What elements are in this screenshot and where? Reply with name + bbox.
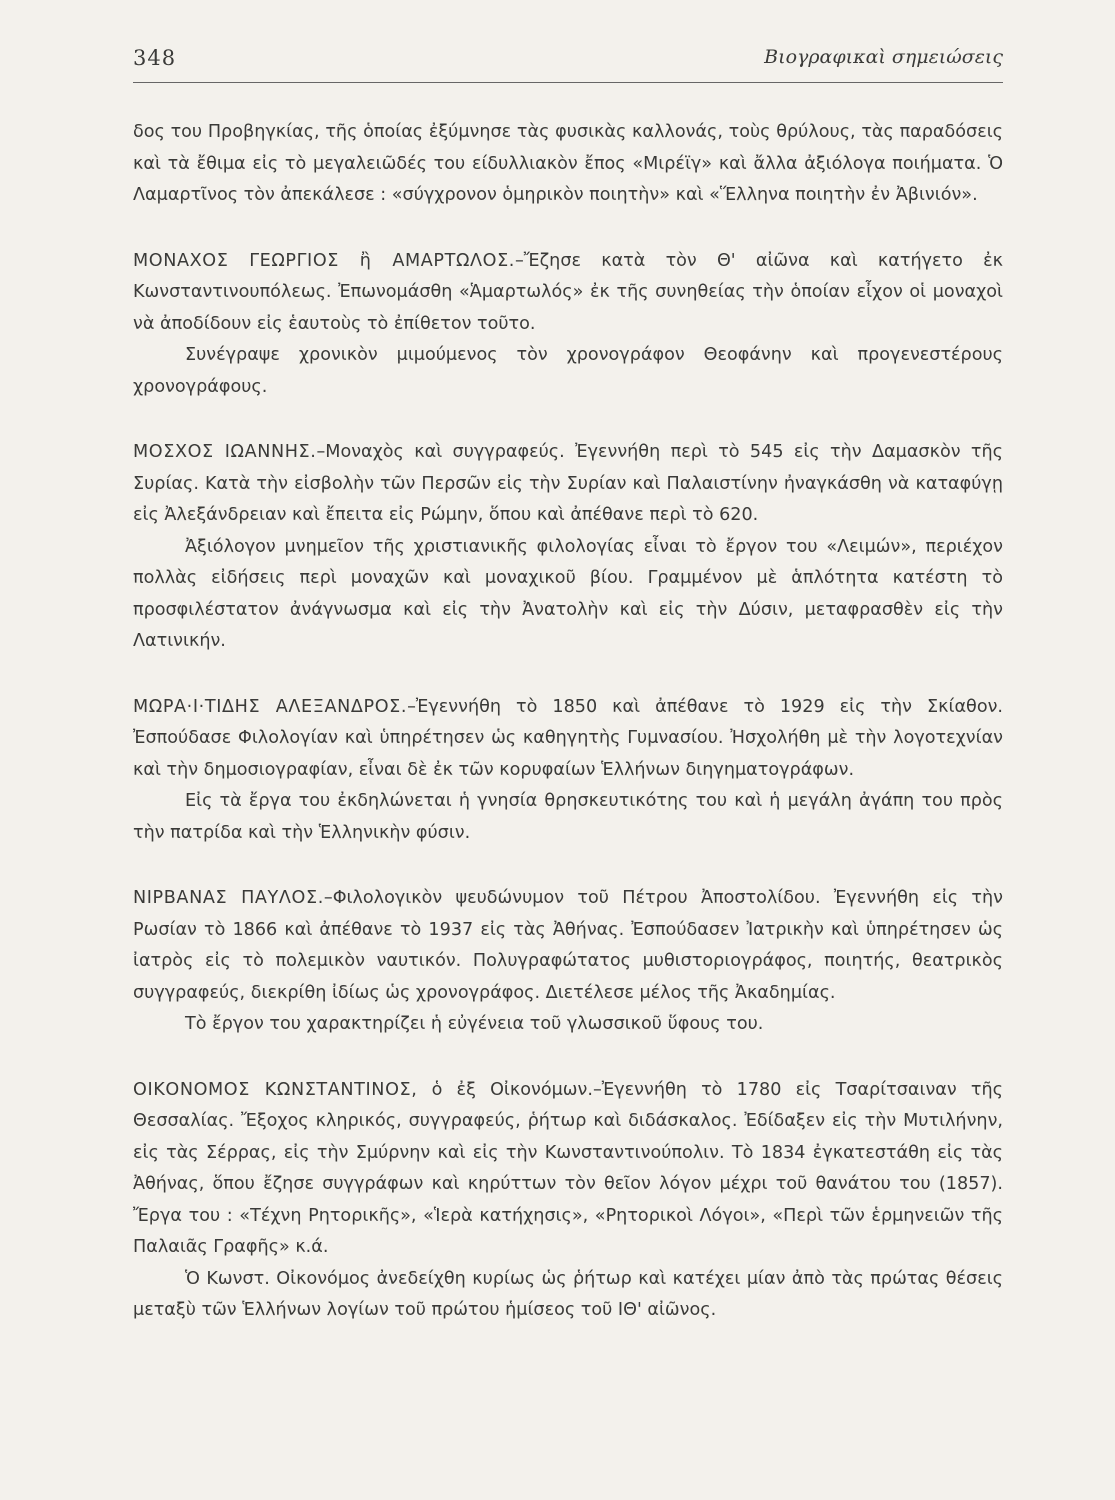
entry-nirvanas-pavlos	[133, 883, 1003, 1041]
page-number: 348	[133, 46, 177, 70]
entry-heading: ΜΟΣΧΟΣ ΙΩΑΝΝΗΣ.	[133, 442, 317, 462]
entry-text: –Ἐγεννήθη τὸ 1850 καὶ ἀπέθανε τὸ 1929 εἰς τὴν Σκίαθον. Ἐσπούδασε Φιλολογίαν καὶ ὑπηρέτησεν ὡς καθηγητὴς Γυμνασίου. Ἠσχολήθη μὲ τὴν λογοτεχνίαν καὶ τὴν δημοσιογραφίαν, εἶναι δὲ ἐκ τῶν κορυφαίων Ἑλλήνων διηγηματογράφων.	[133, 696, 1003, 780]
paragraph: Ὁ Κωνστ. Οἰκονόμος ἀνεδείχθη κυρίως ὡς ῥήτωρ καὶ κατέχει μίαν ἀπὸ τὰς πρώτας θέσεις μεταξὺ τῶν Ἑλλήνων λογίων τοῦ πρώτου ἡμίσεος τοῦ ΙΘ' αἰῶνος.	[133, 1268, 1003, 1320]
page-header	[133, 46, 1003, 83]
running-title: Βιογραφικαὶ σημειώσεις	[764, 46, 1003, 68]
entry-mistral-continuation	[133, 117, 1003, 212]
entry-text: –Φιλολογικὸν ψευδώνυμον τοῦ Πέτρου Ἀποστολίδου. Ἐγεννήθη εἰς τὴν Ρωσίαν τὸ 1866 καὶ ἀπέθανε τὸ 1937 εἰς τὰς Ἀθήνας. Ἐσπούδασεν Ἰατρικὴν καὶ ὑπηρέτησεν ὡς ἰατρὸς εἰς τὸ πολεμικὸν ναυτικόν. Πολυγραφώτατος μυθιστοριογράφος, ποιητής, θεατρικὸς συγγραφεύς, διεκρίθη ἰδίως ὡς χρονογράφος. Διετέλεσε μέλος τῆς Ἀκαδημίας.	[133, 888, 1003, 1003]
paragraph: Συνέγραψε χρονικὸν μιμούμενος τὸν χρονογράφον Θεοφάνην καὶ προγενεστέρους χρονογράφους.	[133, 345, 1003, 397]
entry-oikonomos-konstantinos	[133, 1075, 1003, 1327]
entry-heading: ΜΩΡΑ·Ι·ΤΙΔΗΣ ΑΛΕΞΑΝΔΡΟΣ.	[133, 696, 408, 717]
entry-paragraph	[133, 1075, 1003, 1264]
paragraph: Εἰς τὰ ἔργα του ἐκδηλώνεται ἡ γνησία θρησκευτικότης του καὶ ἡ μεγάλη ἀγάπη του πρὸς τὴν πατρίδα καὶ τὴν Ἑλληνικὴν φύσιν.	[133, 791, 1003, 843]
paragraph: Ἀξιόλογον μνημεῖον τῆς χριστιανικῆς φιλολογίας εἶναι τὸ ἔργον του «Λειμών», περιέχον πολλὰς εἰδήσεις περὶ μοναχῶν καὶ μοναχικοῦ βίου. Γραμμένον μὲ ἁπλότητα κατέστη τὸ προσφιλέστατον ἀνάγνωσμα καὶ εἰς τὴν Ἀνατολὴν καὶ εἰς τὴν Δύσιν, μεταφρασθὲν εἰς τὴν Λατινικήν.	[133, 536, 1003, 651]
entry-heading: ΟΙΚΟΝΟΜΟΣ ΚΩΝΣΤΑΝΤΙΝΟΣ,	[133, 1079, 418, 1100]
entry-text: –Ἔζησε κατὰ τὸν Θ' αἰῶνα καὶ κατήγετο ἐκ Κωνσταντινουπόλεως. Ἐπωνομάσθη «Ἁμαρτωλός» ἐκ τῆς συνηθείας τὴν ὁποίαν εἶχον οἱ μοναχοὶ νὰ ἀποδίδουν εἰς ἑαυτοὺς τὸ ἐπίθετον τοῦτο.	[133, 250, 1003, 334]
entry-moraitidis-alexandros	[133, 692, 1003, 850]
entry-paragraph	[133, 883, 1003, 1009]
entry-paragraph	[133, 437, 1003, 532]
entry-text: ὁ ἐξ Οἰκονόμων.–Ἐγεννήθη τὸ 1780 εἰς Τσαρίτσαιναν τῆς Θεσσαλίας. Ἔξοχος κληρικός, συγγραφεύς, ῥήτωρ καὶ διδάσκαλος. Ἐδίδαξεν εἰς τὴν Μυτιλήνην, εἰς τὰς Σέρρας, εἰς τὴν Σμύρνην καὶ εἰς τὴν Κωνσταντινούπολιν. Τὸ 1834 ἐγκατεστάθη εἰς τὰς Ἀθήνας, ὅπου ἔζησε συγγράφων καὶ κηρύττων τὸν θεῖον λόγον μέχρι τοῦ θανάτου του (1857). Ἔργα του : «Τέχνη Ρητορικῆς», «Ἱερὰ κατήχησις», «Ρητορικοὶ Λόγοι», «Περὶ τῶν ἑρμηνειῶν τῆς Παλαιᾶς Γραφῆς» κ.ά.	[133, 1079, 1003, 1257]
entry-heading: ΝΙΡΒΑΝΑΣ ΠΑΥΛΟΣ.	[133, 888, 324, 908]
paragraph: Τὸ ἔργον του χαρακτηρίζει ἡ εὐγένεια τοῦ γλωσσικοῦ ὕφους του.	[185, 1014, 764, 1034]
entry-paragraph	[133, 692, 1003, 787]
entry-monachos-georgios	[133, 246, 1003, 404]
page-body	[133, 117, 1003, 1361]
entry-paragraph	[133, 246, 1003, 341]
entry-text: –Μοναχὸς καὶ συγγραφεύς. Ἐγεννήθη περὶ τὸ 545 εἰς τὴν Δαμασκὸν τῆς Συρίας. Κατὰ τὴν εἰσβολὴν τῶν Περσῶν εἰς τὴν Συρίαν καὶ Παλαιστίνην ἠναγκάσθη νὰ καταφύγῃ εἰς Ἀλεξάνδρειαν καὶ ἔπειτα εἰς Ρώμην, ὅπου καὶ ἀπέθανε περὶ τὸ 620.	[133, 442, 1003, 525]
entry-heading: ΜΟΝΑΧΟΣ ΓΕΩΡΓΙΟΣ ἢ ΑΜΑΡΤΩΛΟΣ.	[133, 250, 515, 271]
paragraph: δος του Προβηγκίας, τῆς ὁποίας ἐξύμνησε τὰς φυσικὰς καλλονάς, τοὺς θρύλους, τὰς παραδόσεις καὶ τὰ ἔθιμα εἰς τὸ μεγαλειῶδές του είδυλλιακὸν ἔπος «Μιρέϊγ» καὶ ἄλλα ἀξιόλογα ποιήματα. Ὁ Λαμαρτῖνος τὸν ἀπεκάλεσε : «σύγχρονον ὁμηρικὸν ποιητὴν» καὶ «Ἕλληνα ποιητὴν ἐν Ἀβινιόν».	[133, 122, 1003, 205]
entry-moschos-ioannis	[133, 437, 1003, 658]
